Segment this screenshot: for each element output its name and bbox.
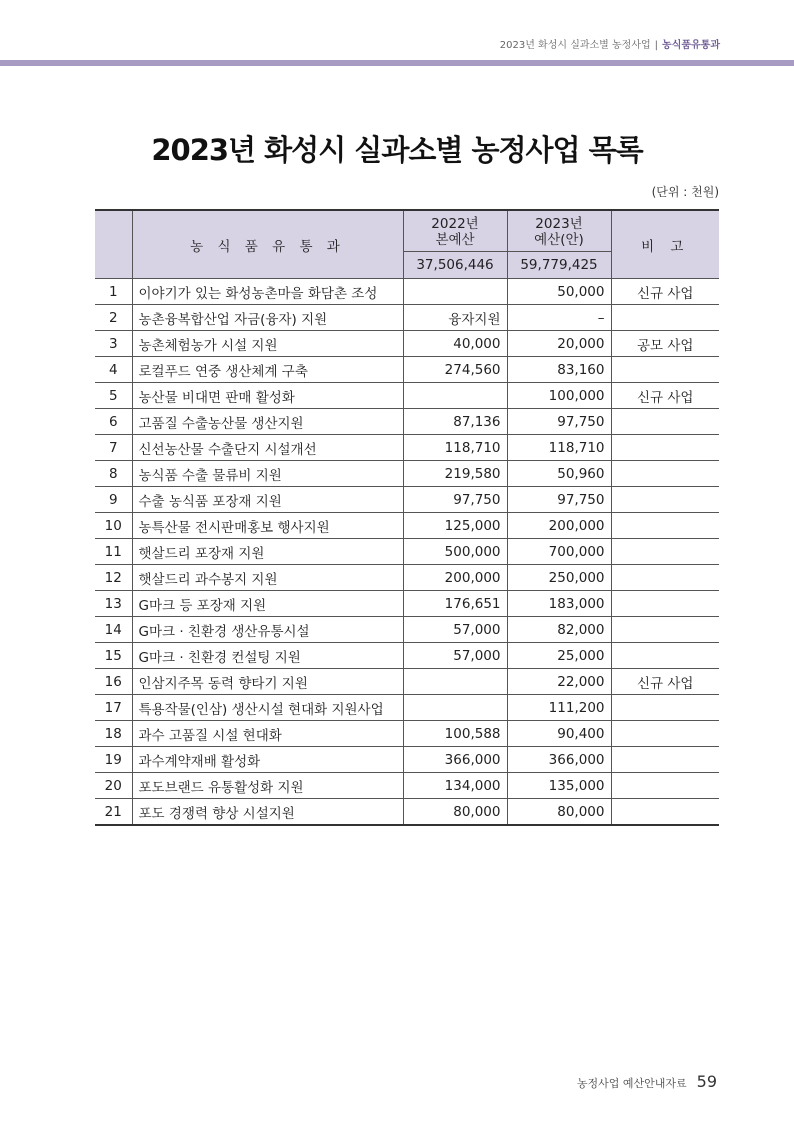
section-name: 농식품유통과 — [662, 40, 720, 51]
budget-2023: 50,960 — [507, 461, 611, 487]
budget-2023: – — [507, 305, 611, 331]
unit-note: (단위 : 천원) — [651, 185, 719, 199]
budget-2023: 83,160 — [507, 357, 611, 383]
project-name: 포도 경쟁력 향상 시설지원 — [132, 799, 403, 826]
row-number: 20 — [95, 773, 132, 799]
budget-2023: 50,000 — [507, 279, 611, 305]
table-row — [95, 695, 719, 721]
header-2023-type: 예산(안) — [534, 232, 584, 248]
project-name: 농특산물 전시판매홍보 행사지원 — [132, 513, 403, 539]
row-note — [611, 799, 719, 826]
project-name: 농촌체험농가 시설 지원 — [132, 331, 403, 357]
row-note — [611, 409, 719, 435]
budget-2023: 250,000 — [507, 565, 611, 591]
row-number: 21 — [95, 799, 132, 826]
row-note — [611, 305, 719, 331]
budget-2022: 118,710 — [403, 435, 507, 461]
budget-2023: 20,000 — [507, 331, 611, 357]
table-row — [95, 643, 719, 669]
budget-2023: 97,750 — [507, 409, 611, 435]
project-name: 인삼지주목 동력 향타기 지원 — [132, 669, 403, 695]
running-header — [500, 36, 720, 51]
row-note — [611, 565, 719, 591]
project-name: 농산물 비대면 판매 활성화 — [132, 383, 403, 409]
project-name: 농촌융복합산업 자금(융자) 지원 — [132, 305, 403, 331]
budget-2023: 366,000 — [507, 747, 611, 773]
project-name: 이야기가 있는 화성농촌마을 화담촌 조성 — [132, 279, 403, 305]
project-name: 포도브랜드 유통활성화 지원 — [132, 773, 403, 799]
budget-2022 — [403, 279, 507, 305]
row-number: 3 — [95, 331, 132, 357]
row-number: 7 — [95, 435, 132, 461]
row-note: 신규 사업 — [611, 669, 719, 695]
budget-2022 — [403, 695, 507, 721]
table-row — [95, 487, 719, 513]
project-name: G마크 등 포장재 지원 — [132, 591, 403, 617]
row-number: 10 — [95, 513, 132, 539]
budget-2022: 80,000 — [403, 799, 507, 826]
row-note — [611, 357, 719, 383]
budget-2023: 25,000 — [507, 643, 611, 669]
table-row — [95, 357, 719, 383]
row-number: 13 — [95, 591, 132, 617]
budget-2023: 111,200 — [507, 695, 611, 721]
table-row — [95, 669, 719, 695]
budget-2022 — [403, 669, 507, 695]
table-row — [95, 409, 719, 435]
table-row — [95, 383, 719, 409]
running-title: 2023년 화성시 실과소별 농정사업 — [499, 40, 651, 51]
row-number: 4 — [95, 357, 132, 383]
table-row — [95, 461, 719, 487]
budget-2023: 100,000 — [507, 383, 611, 409]
budget-2023: 97,750 — [507, 487, 611, 513]
budget-2022: 274,560 — [403, 357, 507, 383]
header-no-cell — [95, 210, 132, 279]
row-note — [611, 773, 719, 799]
project-name: 특용작물(인삼) 생산시설 현대화 지원사업 — [132, 695, 403, 721]
budget-2023: 135,000 — [507, 773, 611, 799]
budget-2022: 57,000 — [403, 643, 507, 669]
budget-2023: 200,000 — [507, 513, 611, 539]
header-2023 — [507, 210, 611, 252]
budget-2022: 176,651 — [403, 591, 507, 617]
project-name: 신선농산물 수출단지 시설개선 — [132, 435, 403, 461]
row-number: 18 — [95, 721, 132, 747]
row-number: 17 — [95, 695, 132, 721]
budget-2022: 100,588 — [403, 721, 507, 747]
header-2022-year: 2022년 — [431, 216, 479, 232]
row-note — [611, 721, 719, 747]
table-row — [95, 279, 719, 305]
budget-2022: 219,580 — [403, 461, 507, 487]
budget-2023: 22,000 — [507, 669, 611, 695]
table-row — [95, 539, 719, 565]
project-name: 농식품 수출 물류비 지원 — [132, 461, 403, 487]
table-row — [95, 331, 719, 357]
budget-2022: 125,000 — [403, 513, 507, 539]
budget-2023: 183,000 — [507, 591, 611, 617]
row-number: 1 — [95, 279, 132, 305]
budget-2022: 134,000 — [403, 773, 507, 799]
row-note — [611, 487, 719, 513]
project-name: 과수계약재배 활성화 — [132, 747, 403, 773]
budget-2022: 500,000 — [403, 539, 507, 565]
row-note — [611, 747, 719, 773]
table-row — [95, 721, 719, 747]
project-name: 수출 농식품 포장재 지원 — [132, 487, 403, 513]
row-note: 신규 사업 — [611, 383, 719, 409]
header-separator: | — [654, 40, 659, 51]
table-row — [95, 591, 719, 617]
header-rule — [0, 60, 794, 66]
table-row — [95, 305, 719, 331]
row-number: 2 — [95, 305, 132, 331]
budget-table — [95, 209, 719, 826]
budget-2023: 80,000 — [507, 799, 611, 826]
project-name: G마크 · 친환경 생산유통시설 — [132, 617, 403, 643]
row-note — [611, 617, 719, 643]
project-name: 햇살드리 과수봉지 지원 — [132, 565, 403, 591]
row-note — [611, 643, 719, 669]
row-number: 6 — [95, 409, 132, 435]
budget-2022: 57,000 — [403, 617, 507, 643]
project-name: 고품질 수출농산물 생산지원 — [132, 409, 403, 435]
budget-2023: 700,000 — [507, 539, 611, 565]
row-note: 신규 사업 — [611, 279, 719, 305]
row-number: 19 — [95, 747, 132, 773]
header-2022 — [403, 210, 507, 252]
row-note — [611, 513, 719, 539]
table-row — [95, 565, 719, 591]
project-name: 과수 고품질 시설 현대화 — [132, 721, 403, 747]
project-name: 햇살드리 포장재 지원 — [132, 539, 403, 565]
project-name: G마크 · 친환경 컨설팅 지원 — [132, 643, 403, 669]
budget-2023: 90,400 — [507, 721, 611, 747]
budget-2022: 융자지원 — [403, 305, 507, 331]
header-2022-type: 본예산 — [435, 232, 475, 248]
row-number: 8 — [95, 461, 132, 487]
row-note — [611, 539, 719, 565]
table-row — [95, 513, 719, 539]
row-number: 16 — [95, 669, 132, 695]
table-row — [95, 773, 719, 799]
row-note — [611, 591, 719, 617]
table-row — [95, 435, 719, 461]
table-row — [95, 617, 719, 643]
row-note: 공모 사업 — [611, 331, 719, 357]
row-note — [611, 461, 719, 487]
table-row — [95, 799, 719, 826]
row-number: 5 — [95, 383, 132, 409]
budget-2022: 97,750 — [403, 487, 507, 513]
total-2022: 37,506,446 — [403, 252, 507, 279]
row-number: 11 — [95, 539, 132, 565]
header-2023-year: 2023년 — [535, 216, 583, 232]
budget-2022: 40,000 — [403, 331, 507, 357]
project-name: 로컬푸드 연중 생산체계 구축 — [132, 357, 403, 383]
budget-2022: 87,136 — [403, 409, 507, 435]
header-note: 비 고 — [611, 210, 719, 279]
page-footer — [577, 1072, 717, 1091]
total-2023: 59,779,425 — [507, 252, 611, 279]
row-number: 14 — [95, 617, 132, 643]
budget-2022: 366,000 — [403, 747, 507, 773]
budget-2022: 200,000 — [403, 565, 507, 591]
budget-2022 — [403, 383, 507, 409]
footer-label: 농정사업 예산안내자료 — [576, 1077, 687, 1090]
row-number: 15 — [95, 643, 132, 669]
row-number: 12 — [95, 565, 132, 591]
header-dept: 농 식 품 유 통 과 — [132, 210, 403, 279]
row-note — [611, 435, 719, 461]
page-number: 59 — [696, 1072, 717, 1091]
page-title: 2023년 화성시 실과소별 농정사업 목록 — [151, 133, 643, 167]
budget-2023: 118,710 — [507, 435, 611, 461]
table-row — [95, 747, 719, 773]
row-note — [611, 695, 719, 721]
row-number: 9 — [95, 487, 132, 513]
budget-2023: 82,000 — [507, 617, 611, 643]
